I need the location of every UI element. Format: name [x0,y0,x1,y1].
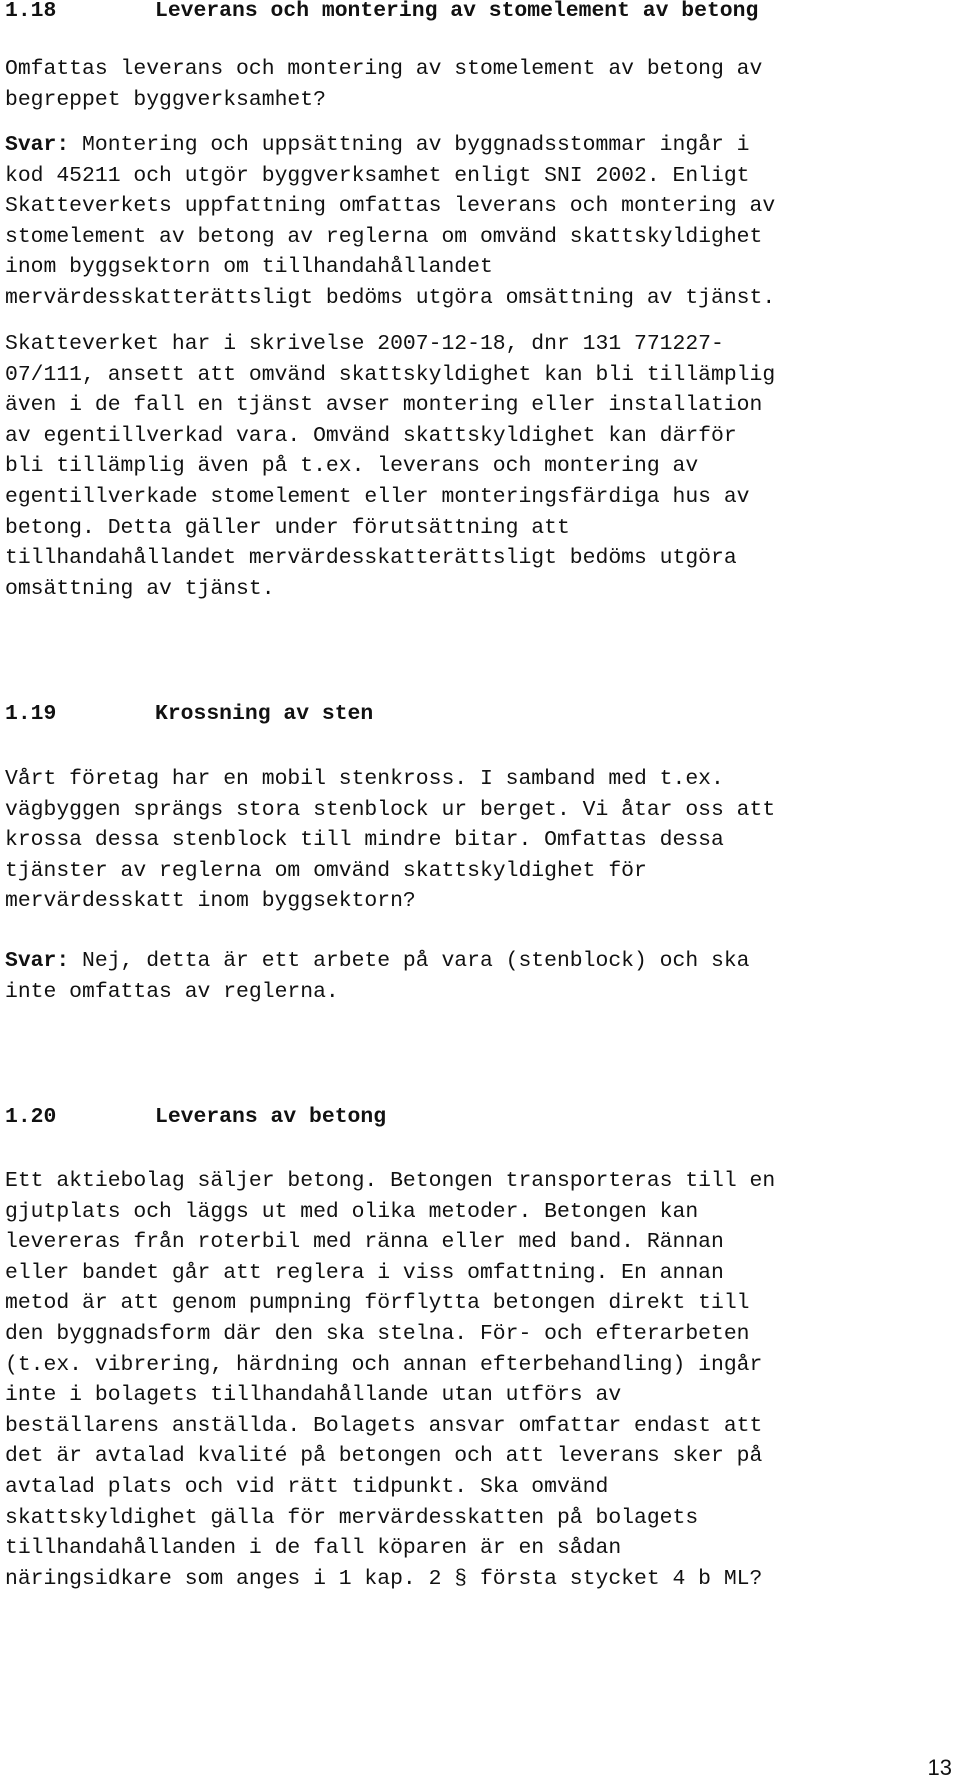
section-title: Leverans och montering av stomelement av betong [155,0,759,23]
text-line: Skatteverket har i skrivelse 2007-12-18, dnr 131 771227- [5,332,724,356]
paragraph-skatteverket-skrivelse [5,329,955,604]
text-line: vägbyggen sprängs stora stenblock ur berget. Vi åtar oss att [5,797,776,822]
section-heading-1-19 [5,699,955,729]
section-number: 1.20 [5,1105,57,1129]
text-line: levereras från roterbil med ränna eller med band. Rännan [5,1230,724,1255]
answer-text: Montering och uppsättning av byggnadsstommar ingår i [69,133,750,157]
text-line: avtalad plats och vid rätt tidpunkt. Ska omvänd [5,1474,609,1499]
text-line: inom byggsektorn om tillhandahållandet [5,255,493,280]
question-paragraph-1-19 [5,764,955,917]
text-line: metod är att genom pumpning förflytta betongen direkt till [5,1291,750,1316]
text-line: den byggnadsform där den ska stelna. För- och efterarbeten [5,1321,750,1346]
text-line: av egentillverkad vara. Omvänd skattskyldighet kan därför [5,423,737,448]
section-title: Krossning av sten [155,702,374,726]
text-line: skattskyldighet gälla för mervärdesskatten på bolagets [5,1505,699,1530]
answer-label: Svar: [5,949,70,973]
section-title: Leverans av betong [155,1105,387,1129]
text-line: bli tillämplig även på t.ex. leverans och montering av [5,454,699,479]
answer-paragraph-1-18 [5,130,955,314]
text-line: näringsidkare som anges i 1 kap. 2 § första stycket 4 b ML? [5,1566,763,1591]
question-paragraph-1-18 [5,54,955,115]
text-line: Skatteverkets uppfattning omfattas leverans och montering av [5,194,776,219]
section-heading-1-20 [5,1102,955,1132]
answer-text: Nej, detta är ett arbete på vara (stenblock) och ska [69,949,750,973]
text-line: begreppet byggverksamhet? [5,87,326,112]
text-line: inte i bolagets tillhandahållande utan utförs av [5,1383,622,1408]
page-number: 13 [927,1755,952,1780]
text-line: mervärdesskatterättsligt bedöms utgöra omsättning av tjänst. [5,285,776,310]
section-number: 1.19 [5,702,57,726]
text-line: egentillverkade stomelement eller monteringsfärdiga hus av [5,484,750,509]
text-line: Ett aktiebolag säljer betong. Betongen transporteras till en [5,1169,776,1193]
text-line: krossa dessa stenblock till mindre bitar. Omfattas dessa [5,828,724,853]
text-line: gjutplats och läggs ut med olika metoder. Betongen kan [5,1199,699,1224]
text-line: mervärdesskatt inom byggsektorn? [5,889,416,914]
answer-label: Svar: [5,133,70,157]
text-line: tillhandahållandet mervärdesskatterättsligt bedöms utgöra [5,546,737,571]
text-line: kod 45211 och utgör byggverksamhet enligt SNI 2002. Enligt [5,163,750,188]
answer-paragraph-1-19 [5,946,955,1007]
text-line: tjänster av reglerna om omvänd skattskyldighet för [5,858,647,883]
text-line: även i de fall en tjänst avser montering eller installation [5,393,763,418]
text-line: stomelement av betong av reglerna om omvänd skattskyldighet [5,224,763,249]
text-line: eller bandet går att reglera i viss omfattning. En annan [5,1260,724,1285]
question-paragraph-1-20 [5,1166,955,1594]
text-line [5,946,955,977]
section-heading-1-18 [5,0,955,26]
text-line: 07/111, ansett att omvänd skattskyldighet kan bli tillämplig [5,362,776,387]
text-line: det är avtalad kvalité på betongen och att leverans sker på [5,1444,763,1469]
text-line: (t.ex. vibrering, härdning och annan efterbehandling) ingår [5,1352,763,1377]
text-line [5,130,955,161]
text-line: betong. Detta gäller under förutsättning att [5,515,570,540]
section-number: 1.18 [5,0,57,23]
text-line: beställarens anställda. Bolagets ansvar omfattar endast att [5,1413,763,1438]
text-line: Omfattas leverans och montering av stomelement av betong av [5,57,763,81]
text-line: Vårt företag har en mobil stenkross. I samband med t.ex. [5,767,724,791]
text-line: omsättning av tjänst. [5,576,275,601]
text-line: tillhandahållanden i de fall köparen är en sådan [5,1536,622,1561]
text-line: inte omfattas av reglerna. [5,979,339,1004]
